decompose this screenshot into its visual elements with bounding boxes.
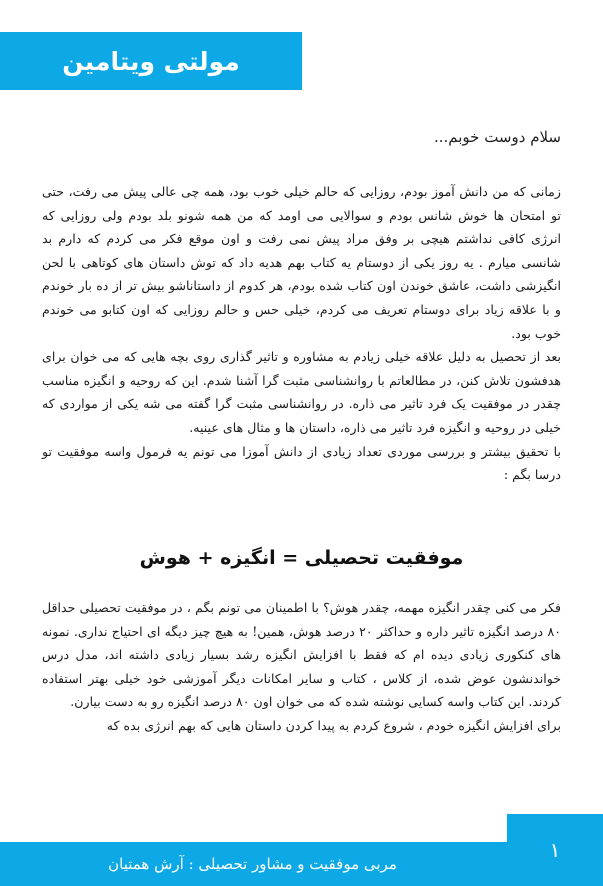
page-title: مولتی ویتامین [0, 32, 302, 90]
body-section [42, 596, 561, 738]
paragraph-5: برای افزایش انگیزه خودم ، شروع کردم به پیدا کردن داستان هایی که بهم انرژی بده که [106, 717, 561, 733]
paragraph-1: زمانی که من دانش آموز بودم، روزایی که حالم خیلی خوب بود، همه چی عالی پیش می رفت، حتی تو امتحان ها خوش شانس بودم و سوالایی می اومد که من همه شونو بلد بودم ولی روزایی که انرژی کافی نداشتم هیچی بر وفق مراد پیش نمی رفت و اون موقع فکر می کردم که دارم بد شانسی میارم . یه روز یکی از دوستام یه کتاب بهم هدیه داد که توش داستان های کوتاهی با لحن انگیزشی داشت، عاشق خوندن اون کتاب شده بودم، هر کدوم از داستاناشو بیش تر از ده بار خوندم و با علاقه زیاد برای دوستام تعریف می کردم، خیلی حس و حالم روزایی که اون کتابو می خوندم خوب بود. [42, 184, 562, 341]
footer-author: مربی موفقیت و مشاور تحصیلی : آرش همتیان [108, 855, 397, 873]
paragraph-2: بعد از تحصیل به دلیل علاقه خیلی زیادم به مشاوره و تاثیر گذاری روی بچه هایی که می خوان برای هدفشون تلاش کنن، در مطالعاتم با روانشناسی مثبت گرا آشنا شدم. این که روحیه و انگیزه مناسب چقدر در موفقیت یک فرد تاثیر می ذاره. در روانشناسی مثبت گرا گفته می شه یکی از مواردی که خیلی در روحیه و انگیزه فرد تاثیر می ذاره، داستان ها و مثال های عینیه. [42, 349, 561, 435]
paragraph-3: با تحقیق بیشتر و بررسی موردی تعداد زیادی از دانش آموزا می تونم یه فرمول واسه موفقیت تو درسا بگم : [42, 443, 561, 483]
intro-section [42, 180, 561, 487]
greeting: سلام دوست خوبم... [433, 128, 561, 146]
paragraph-4: فکر می کنی چقدر انگیزه مهمه، چقدر هوش؟ با اطمینان می تونم بگم ، در موفقیت تحصیلی حداقل ۸۰ درصد انگیزه تاثیر داره و حداکثر ۲۰ درصد هوش، همین! به هیچ چیز دیگه ای احتیاج نداری. نمونه های کنکوری زیادی دیده ام که فقط با افزایش انگیزه رشد بسیار زیادی داشته اند، مدل درس خواندنشون عوض شده، از کلاس ، کتاب و سایر امکانات دیگر آموزشی خود خیلی بهتر استفاده کردند. این کتاب واسه کسایی نوشته شده که می خوان اون ۸۰ درصد انگیزه رو به دست بیارن. [42, 600, 561, 710]
page-number: ۱ [549, 838, 561, 862]
formula-heading: موفقیت تحصیلی = انگیزه + هوش [139, 547, 464, 569]
